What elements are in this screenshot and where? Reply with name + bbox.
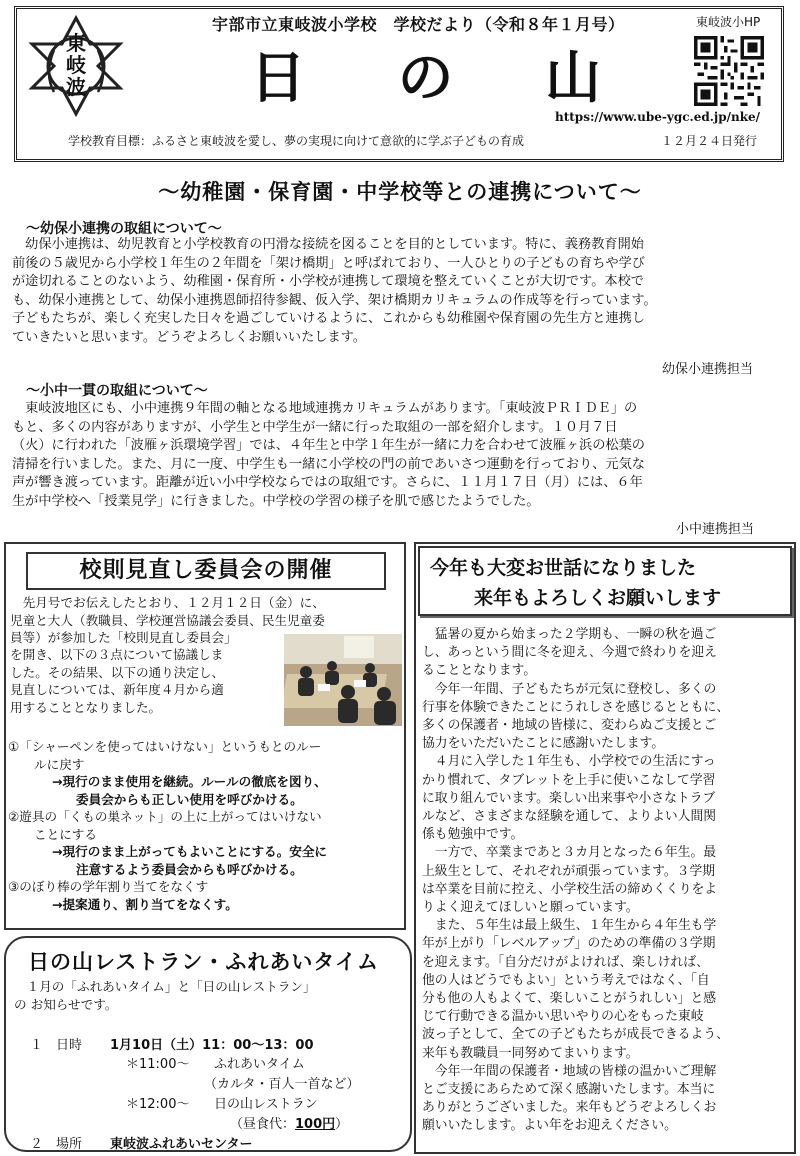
body-line: じて行動できる温かい思いやりの心をもった東岐 (422, 1009, 704, 1025)
school-name-line: 宇部市立東岐波小学校 学校だより（令和８年１月号） (212, 15, 625, 34)
body-line: かり慣れて、タブレットを上手に使いこなして学習 (422, 772, 716, 788)
body-line: 上級生として、それぞれが頑張っています。３学期 (422, 863, 716, 879)
body-line: ありがとうございました。来年もどうぞよろしくお (422, 1100, 717, 1116)
homepage-label: 東岐波小HP (696, 15, 761, 29)
rules-items (8, 738, 404, 913)
rule-question: ことにする (34, 826, 97, 842)
greeting-body (422, 626, 790, 1136)
body-line: ることとなります。 (422, 663, 537, 679)
committee-meeting-photo (284, 634, 402, 726)
education-goal: 学校教育目標：ふるさと東岐波を愛し、夢の実現に向けて意欲的に学ぶ子どもの育成 (68, 134, 525, 148)
body-line: 係も勉強中です。 (422, 827, 524, 843)
greeting-title-line2: 来年もよろしくお願いします (474, 587, 722, 609)
rule-decision: 注意するよう委員会からも呼びかける。 (76, 861, 303, 877)
article-line: ていきたいと思います。どうぞよろしくお願いいたします。 (12, 329, 366, 345)
intro-line: 見直しについては、新年度４月から適 (10, 682, 224, 697)
issue-date: １２月２４日発行 (661, 134, 758, 148)
rules-committee-title: 校則見直し委員会の開催 (26, 552, 386, 590)
rule-question: ルに戻す (34, 756, 85, 772)
body-line: ４月に入学した１年生も、小学校での生活にすっ (422, 754, 716, 770)
homepage-url[interactable]: https://www.ube-ygc.ed.jp/nke/ (555, 110, 761, 124)
article-line: 清掃を行いました。また、月に一度、中学生も一緒に小学校の門の前であいさつ運動を行っており、元気な (12, 456, 645, 472)
lunch-fee (230, 1113, 348, 1132)
body-line: 一方で、卒業まであと３カ月となった６年生。最 (422, 845, 717, 861)
body-line: 来年も教職員一同努めてまいります。 (422, 1045, 639, 1061)
body-line: ルなど、さまざまな経験を通して、よりよい人間関 (422, 809, 717, 825)
rule-decision: →現行のまま上がってもよいことにする。安全に (52, 844, 328, 859)
article-line: 前後の５歳児から小学校１年生の２年間を「架け橋期」と呼ばれており、一人ひとりの子どもの育ちや学び (12, 255, 645, 271)
article-line: 声が響き渡っています。距離が近い小中学校ならではの取組です。さらに、１１月１７日（月）には、６年 (12, 475, 643, 490)
kindergarten-article (12, 236, 790, 347)
rule-decision: →現行のまま使用を継続。ルールの徹底を図り、 (52, 774, 327, 789)
body-line: 今年一年間の保護者・地域の皆様の温かいご理解 (422, 1063, 717, 1079)
body-line: に取り組んでいます。楽しい出来事や小さなトラブ (422, 790, 716, 806)
schedule-time: ＊11:00～ (126, 1057, 190, 1072)
greeting-title-line1: 今年も大変お世話になりました (430, 557, 697, 579)
rules-intro-wrapped (10, 646, 282, 716)
intro-line: １月の「ふれあいタイム」と「日の山レストラン」 (14, 979, 316, 994)
newsletter-title: 日 の 山 (250, 45, 637, 111)
intro-line: を開き、以下の３点について協議しま (10, 647, 224, 662)
intro-line: 員等）が参加した「校則見直し委員会」 (10, 630, 237, 645)
date-value: 1月10日（土）11：00～13：00 (110, 1038, 314, 1053)
intro-line: 先月号でお伝えしたとおり、１２月１２日（金）に、 (10, 595, 325, 610)
intro-line: した。その結果、以下の通り決定し、 (10, 664, 225, 680)
schedule-time: ＊12:00～ (126, 1097, 190, 1112)
article-line: も、幼保小連携として、幼保小連携恩師招待参観、仮入学、架け橋期カリキュラムの作成等を行っています。 (12, 292, 657, 308)
article-line: もと、多くの内容がありますが、小学生と中学生が一緒に行った取組の一部を紹介します。１０月７日 (12, 419, 618, 435)
lunch-price: 100円 (295, 1117, 336, 1132)
intro-line: の お知らせです。 (14, 996, 118, 1012)
lunch-fee-prefix: （昼食代： (230, 1117, 296, 1132)
article-line: 幼保小連携は、幼児教育と小学校教育の円滑な接続を図ることを目的としています。特に、義務教育開始 (12, 237, 644, 252)
body-line: また、５年生は最上級生、１年生から４年生も学 (422, 918, 717, 934)
schedule-event: 日の山レストラン (214, 1097, 318, 1112)
body-line: とご支援にあらためて深く感謝いたします。本当に (422, 1082, 716, 1098)
signature-junior-high: 小中連携担当 (676, 522, 755, 537)
restaurant-title: 日の山レストラン・ふれあいタイム (28, 950, 379, 974)
rule-question: ①「シャーペンを使ってはいけない」というもとのルー (8, 739, 322, 754)
body-line: 願いいたします。よい年をお迎えください。 (422, 1118, 677, 1134)
article-line: 生が中学校へ「授業見学」に行きました。中学校の学習の様子を肌で感じたようでした。 (12, 493, 540, 509)
rule-question: ②遊具の「くもの巣ネット」の上に上がってはいけない (8, 809, 322, 824)
body-line: 多くの保護者・地域の皆様に、変わらぬご支援とご (422, 718, 717, 734)
emblem-lettering: 東岐波 (66, 31, 86, 99)
section-heading-kindergarten: ～幼保小連携の取組について～ (26, 221, 222, 237)
body-line: 今年一年間、子どもたちが元気に登校し、多くの (422, 681, 717, 697)
schedule-note: （カルタ・百人一首など） (204, 1077, 360, 1092)
intro-line: 用することとなりました。 (10, 699, 162, 715)
place-label: ２ 場所 (30, 1137, 83, 1152)
body-line: 分も他の人もよくて、楽しいことがうれしい」と感 (422, 991, 717, 1007)
article-line: 東岐波地区にも、小中連携９年間の軸となる地域連携カリキュラムがあります。「東岐波ＰＲＩＤＥ」の (12, 401, 638, 416)
rule-decision: →提案通り、割り当てをなくす。 (52, 896, 238, 912)
schedule-event: ふれあいタイム (214, 1057, 305, 1072)
date-label: １ 日時 (30, 1038, 83, 1053)
body-line: 年が上がり「レベルアップ」のための準備の３学期 (422, 936, 716, 952)
rule-decision: 委員会からも正しい使用を呼びかける。 (76, 791, 303, 807)
signature-kindergarten: 幼保小連携担当 (662, 362, 754, 377)
body-line: を迎えます。「自分だけがよければ、楽しければ、 (422, 954, 709, 970)
article-line: 子どもたちが、楽しく充実した日々を過ごしていけるように、これからも幼稚園や保育園の先生方と連携し (12, 311, 645, 326)
body-line: は卒業を目前に控え、小学校生活の締めくくりをよ (422, 881, 718, 897)
qr-code-icon[interactable] (694, 36, 764, 106)
intro-line: 児童と大人（教職員、学校運営協議会委員、民生児童委 (10, 612, 325, 628)
body-line: 他の人はどうでもよい」という考えではなく、「自 (422, 972, 710, 988)
body-line: 行事を体験できたことにうれしさを感じるとともに、 (422, 699, 730, 715)
article-line: が途切れることのないよう、幼稚園・保育所・小学校が連携して環境を整えていくことが大切です。本校で (12, 274, 644, 289)
place-value: 東岐波ふれあいセンター (110, 1137, 253, 1152)
lunch-fee-suffix: ） (335, 1117, 349, 1132)
restaurant-intro (14, 978, 406, 1013)
body-line: し、あっという間に冬を迎え、今週で終わりを迎え (422, 645, 717, 661)
main-heading: ～幼稚園・保育園・中学校等との連携について～ (158, 180, 642, 204)
junior-high-article (12, 400, 790, 511)
body-line: 猛暑の夏から始まった２学期も、一瞬の秋を過ご (422, 627, 717, 642)
article-line: （火）に行われた「波雁ヶ浜環境学習」では、４年生と中学１年生が一緒に力を合わせて波雁ヶ浜の松葉の (12, 438, 645, 453)
body-line: 波っ子として、全ての子どもたちが成長できるよう、 (422, 1027, 729, 1043)
body-line: りよく迎えてほしいと願っています。 (422, 900, 639, 916)
rule-question: ③のぼり棒の学年割り当てをなくす (8, 879, 209, 894)
body-line: 協力をいただいたことに感謝いたします。 (422, 736, 665, 752)
section-heading-junior-high: ～小中一貫の取組について～ (26, 383, 208, 399)
